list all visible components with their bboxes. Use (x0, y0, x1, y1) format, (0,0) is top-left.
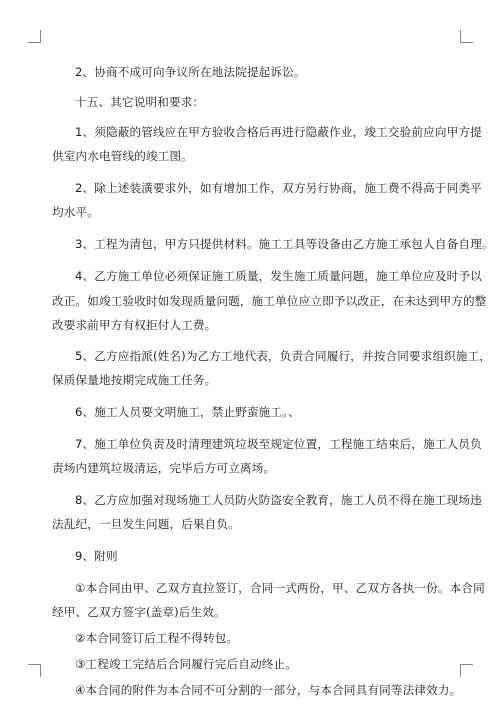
crop-mark-bottom-right (460, 664, 473, 677)
text-line: 改正。如竣工验收时如发现质量问题，施工单位应立即予以改正，在未达到甲方的整 (52, 294, 487, 308)
text-line: 保质保量地按期完成施工任务。 (52, 373, 217, 387)
text-line: 供室内水电管线的竣工图。 (52, 149, 193, 163)
text-line: 9、附则 (75, 549, 118, 563)
text-line: ④本合同的附件为本合同不可分割的一部分，与本合同具有同等法律效力。 (75, 683, 462, 697)
text-line: 责场内建筑垃圾清运，完毕后方可立离场。 (52, 461, 276, 475)
text-line: ③工程竣工完结后合同履行完后自动终止。 (75, 657, 297, 671)
text-line: ②本合同签订后工程不得转包。 (75, 631, 239, 645)
text-line: 十五、其它说明和要求： (75, 95, 205, 109)
text-line: 1、须隐蔽的管线应在甲方验收合格后再进行隐蔽作业，竣工交验前应向甲方提 (75, 125, 482, 139)
crop-mark-top-left (28, 30, 41, 43)
text-line: 2、协商不成可向争议所在地法院提起诉讼。 (75, 65, 306, 79)
text-line: 经甲、乙双方签字(盖章)后生效。 (52, 605, 226, 619)
text-line: 均水平。 (52, 205, 99, 219)
text-line: 改要求前甲方有权拒付人工费。 (52, 318, 217, 332)
text-line: 2、除上述装潢要求外，如有增加工作，双方另行协商，施工费不得高于同类平 (75, 181, 482, 195)
text-line: 7、施工单位负责及时清理建筑垃圾至规定位置，工程施工结束后，施工人员负 (75, 437, 482, 451)
text-line: 6、施工人员要文明施工，禁止野蛮施工。、 (75, 405, 300, 419)
text-line: ①本合同由甲、乙双方直拉签订，合同一式两份，甲、乙双方各执一份。本合同 (75, 581, 485, 595)
text-line: 4、乙方施工单位必须保证施工质量，发生施工质量问题，施工单位应及时予以 (75, 269, 482, 283)
text-line: 5、乙方应指派(姓名)为乙方工地代表，负责合同履行，并按合同要求组织施工， (75, 349, 492, 363)
text-line: 3、工程为清包，甲方只提供材料。施工工具等设备由乙方施工承包人自备自理。 (75, 237, 494, 251)
crop-mark-top-right (460, 30, 473, 43)
crop-mark-bottom-left (28, 664, 41, 677)
text-line: 8、乙方应加强对现场施工人员防火防盗安全教育，施工人员不得在施工现场违 (75, 493, 482, 507)
text-line: 法乱纪，一旦发生问题，后果自负。 (52, 517, 240, 531)
